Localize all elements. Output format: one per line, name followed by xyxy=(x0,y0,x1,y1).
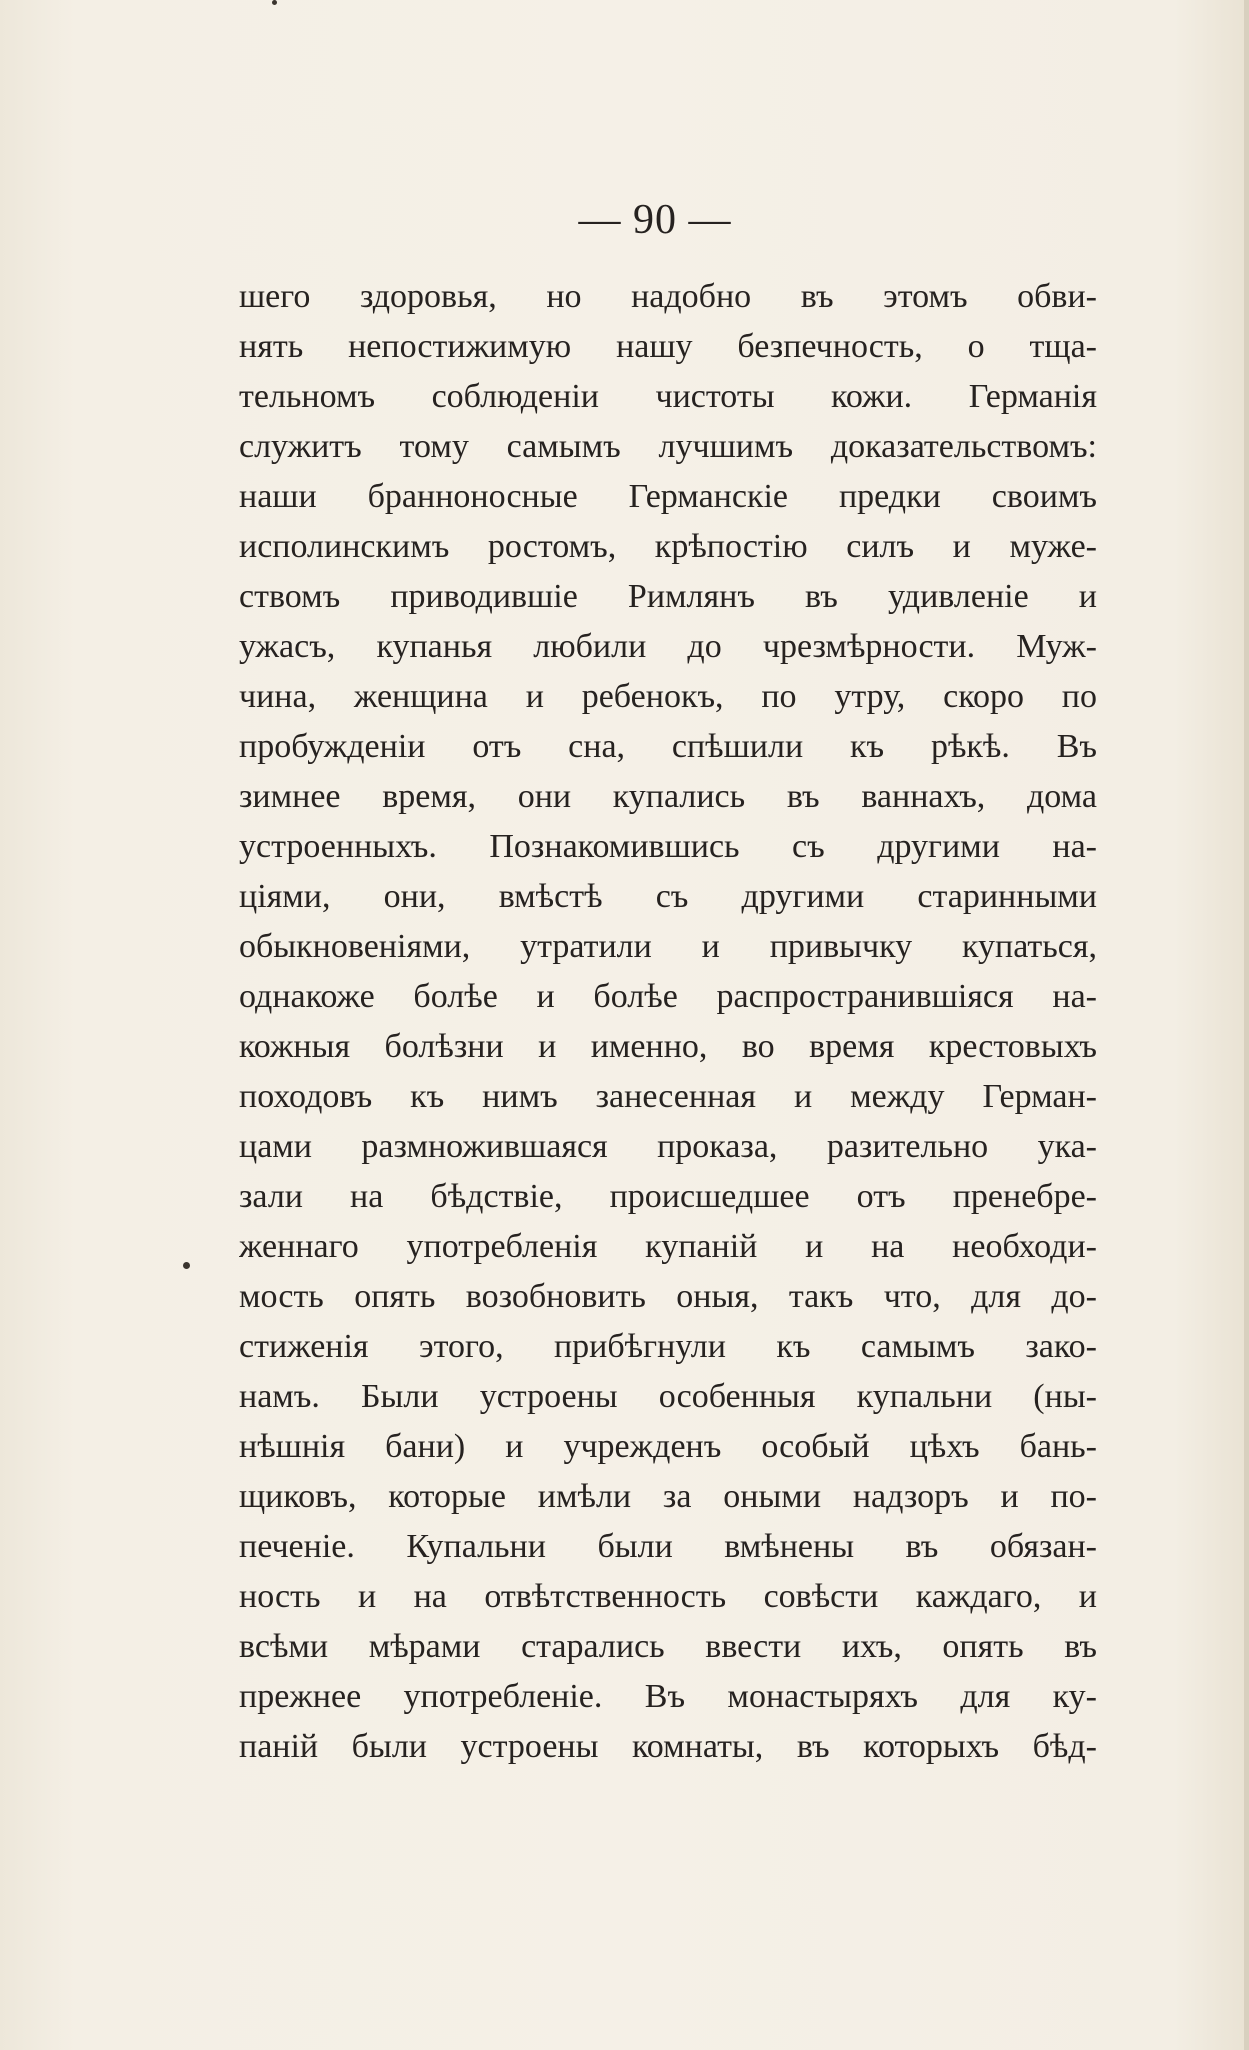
text-line: паній были устроены комнаты, въ которыхъ бѣд- xyxy=(239,1728,1097,1765)
text-line: нять непостижимую нашу безпечность, о тща- xyxy=(239,328,1097,365)
text-line: ужасъ, купанья любили до чрезмѣрности. Муж- xyxy=(239,628,1097,665)
text-line: нѣшнія бани) и учрежденъ особый цѣхъ бань- xyxy=(239,1428,1097,1465)
text-line: прежнее употребленіе. Въ монастыряхъ для ку- xyxy=(239,1678,1097,1715)
text-line: однакоже болѣе и болѣе распространившіяся на- xyxy=(239,978,1097,1015)
text-line: щиковъ, которые имѣли за оными надзоръ и по- xyxy=(239,1478,1097,1515)
text-line: цами размножившаяся проказа, разительно ука- xyxy=(239,1128,1097,1165)
body-text xyxy=(239,272,1097,1772)
text-line: намъ. Были устроены особенныя купальни (ны- xyxy=(239,1378,1097,1415)
text-line: чина, женщина и ребенокъ, по утру, скоро по xyxy=(239,678,1097,715)
text-line: ность и на отвѣтственность совѣсти каждаго, и xyxy=(239,1578,1097,1615)
text-line: пробужденіи отъ сна, спѣшили къ рѣкѣ. Въ xyxy=(239,728,1097,765)
text-line: мость опять возобновить оныя, такъ что, для до- xyxy=(239,1278,1097,1315)
text-line: ціями, они, вмѣстѣ съ другими старинными xyxy=(239,878,1097,915)
text-line: зали на бѣдствіе, происшедшее отъ пренебре- xyxy=(239,1178,1097,1215)
text-line: печеніе. Купальни были вмѣнены въ обязан- xyxy=(239,1528,1097,1565)
page-edge xyxy=(1244,0,1249,2050)
text-line: ствомъ приводившіе Римлянъ въ удивленіе и xyxy=(239,578,1097,615)
text-line: тельномъ соблюденіи чистоты кожи. Германія xyxy=(239,378,1097,415)
page-number: — 90 — xyxy=(578,197,732,243)
text-line: стиженія этого, прибѣгнули къ самымъ зако- xyxy=(239,1328,1097,1365)
text-line: служитъ тому самымъ лучшимъ доказательствомъ: xyxy=(239,428,1097,465)
text-line: кожныя болѣзни и именно, во время крестовыхъ xyxy=(239,1028,1097,1065)
text-line: обыкновеніями, утратили и привычку купаться, xyxy=(239,928,1097,965)
text-line: шего здоровья, но надобно въ этомъ обви- xyxy=(239,278,1097,315)
ink-speck xyxy=(183,1262,190,1269)
text-line: всѣми мѣрами старались ввести ихъ, опять въ xyxy=(239,1628,1097,1665)
text-line: наши бранноносные Германскіе предки своимъ xyxy=(239,478,1097,515)
text-line: устроенныхъ. Познакомившись съ другими на- xyxy=(239,828,1097,865)
text-line: зимнее время, они купались въ ваннахъ, дома xyxy=(239,778,1097,815)
text-line: исполинскимъ ростомъ, крѣпостію силъ и муже- xyxy=(239,528,1097,565)
text-line: женнаго употребленія купаній и на необходи- xyxy=(239,1228,1097,1265)
ink-speck xyxy=(272,0,277,5)
text-line: походовъ къ нимъ занесенная и между Герман- xyxy=(239,1078,1097,1115)
